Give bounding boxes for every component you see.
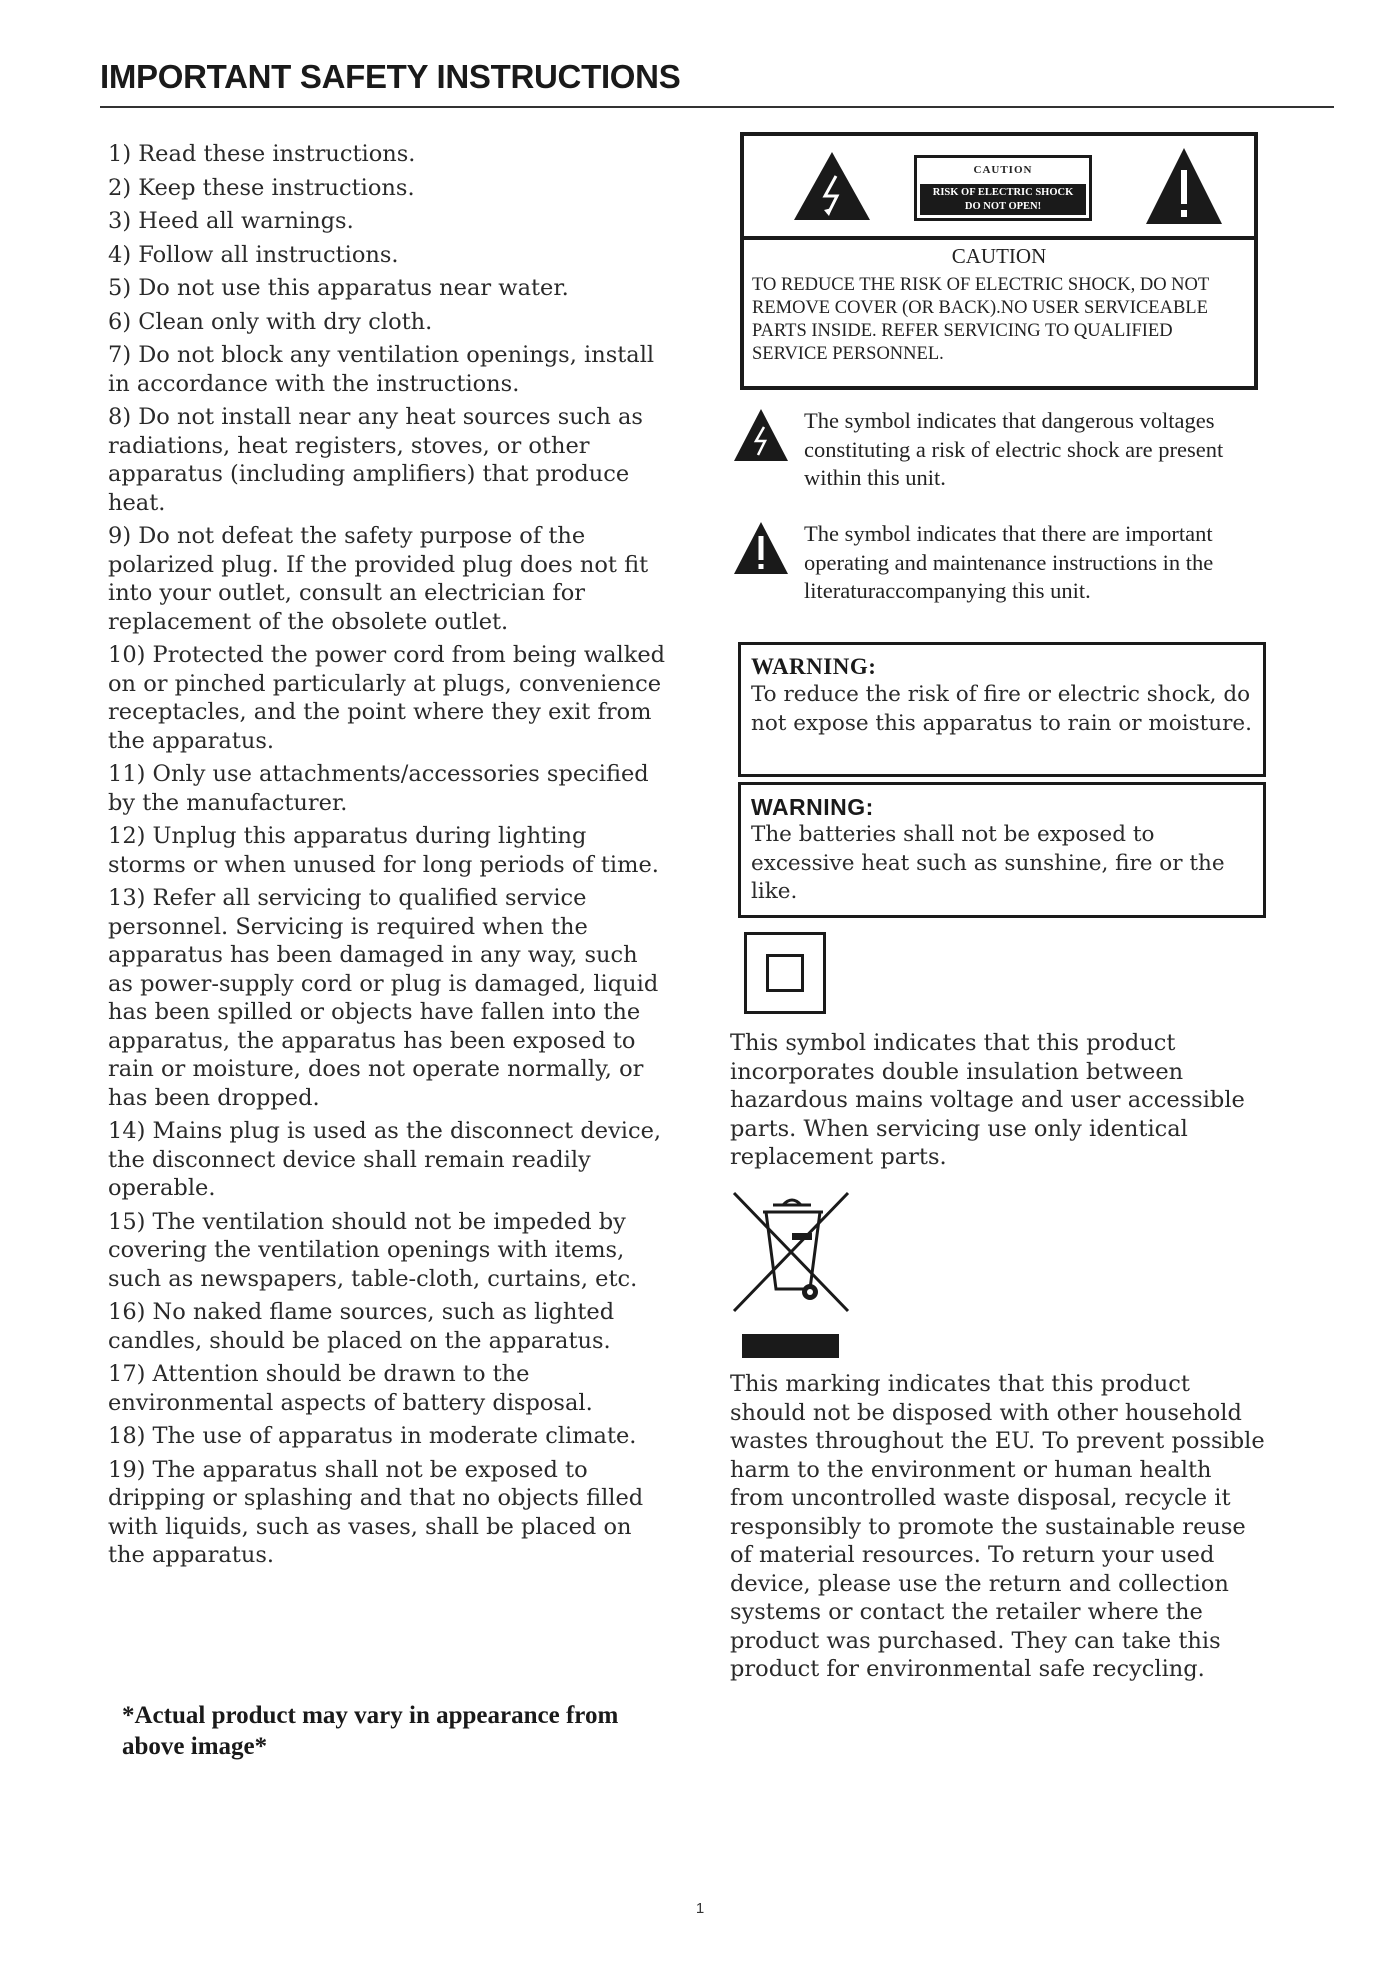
instruction-item: 1) Read these instructions. bbox=[108, 141, 416, 167]
instruction-item: 8) Do not install near any heat sources such as radiations, heat registers, stoves, or other apparatus (including amplifiers) that produce heat. bbox=[108, 404, 643, 516]
warning-body: To reduce the risk of fire or electric shock, do not expose this apparatus to rain or moisture. bbox=[751, 682, 1252, 736]
lightning-warning-icon bbox=[792, 150, 872, 222]
warning-body: The batteries shall not be exposed to excessive heat such as sunshine, fire or the like. bbox=[751, 822, 1225, 904]
shock-label-line1: RISK OF ELECTRIC SHOCK bbox=[932, 187, 1074, 198]
warning-title: WARNING: bbox=[751, 654, 877, 679]
exclamation-warning-icon bbox=[1144, 146, 1224, 226]
exclamation-symbol-text: The symbol indicates that there are important operating and maintenance instructions in the literaturaccompanying this unit. bbox=[804, 521, 1214, 603]
weee-bar-marking bbox=[742, 1334, 839, 1358]
instructions-list bbox=[108, 140, 668, 1575]
instruction-item: 6) Clean only with dry cloth. bbox=[108, 308, 433, 335]
instruction-item: 17) Attention should be drawn to the environmental aspects of battery disposal. bbox=[108, 1361, 593, 1416]
title-divider bbox=[100, 106, 1334, 108]
instruction-item: 14) Mains plug is used as the disconnect device, the disconnect device shall remain readily operable. bbox=[108, 1118, 662, 1201]
instruction-item: 18) The use of apparatus in moderate climate. bbox=[108, 1423, 637, 1449]
instruction-item: 12) Unplug this apparatus during lighting storms or when unused for long periods of time. bbox=[108, 823, 659, 878]
double-insulation-text: This symbol indicates that this product incorporates double insulation between hazardous mains voltage and user accessible parts. When servicing use only identical replacement parts. bbox=[730, 1030, 1245, 1170]
weee-text: This marking indicates that this product should not be disposed with other household wastes throughout the EU. To prevent possible harm to the environment or human health from uncontrolled waste disposal, recycle it responsibly to promote the sustainable reuse of material resources. To return your used device, please use the return and collection systems or contact the retailer where the product was purchased. They can take this product for environmental safe recycling. bbox=[730, 1371, 1265, 1682]
warning-box-moisture bbox=[738, 642, 1266, 777]
instruction-item: 19) The apparatus shall not be exposed to dripping or splashing and that no objects filled with liquids, such as vases, shall be placed on the apparatus. bbox=[108, 1456, 644, 1568]
instruction-item: 2) Keep these instructions. bbox=[108, 174, 415, 201]
shock-label-line2: DO NOT OPEN! bbox=[964, 201, 1042, 212]
shock-label-caution: CAUTION bbox=[973, 164, 1033, 176]
shock-label-warning bbox=[920, 184, 1086, 215]
shock-label bbox=[914, 155, 1092, 221]
lightning-symbol-icon bbox=[732, 407, 790, 463]
instruction-item: 3) Heed all warnings. bbox=[108, 208, 354, 234]
instruction-item: 7) Do not block any ventilation openings, install in accordance with the instructions. bbox=[108, 342, 655, 397]
caution-box bbox=[740, 132, 1258, 390]
caution-heading: CAUTION bbox=[951, 244, 1047, 268]
instruction-item: 13) Refer all servicing to qualified service personnel. Servicing is required when the apparatus has been damaged in any way, such as power-supply cord or plug is damaged, liquid has been spilled or objects have fallen into the apparatus, the apparatus has been exposed to rain or moisture, does not operate normally, or has been dropped. bbox=[108, 885, 659, 1111]
instruction-item: 16) No naked flame sources, such as lighted candles, should be placed on the apparatus. bbox=[108, 1299, 615, 1354]
appearance-disclaimer: *Actual product may vary in appearance from above image* bbox=[122, 1702, 619, 1760]
caution-body: TO REDUCE THE RISK OF ELECTRIC SHOCK, DO NOT REMOVE COVER (OR BACK).NO USER SERVICEABLE PARTS INSIDE. REFER SERVICING TO QUALIFIED SERVICE PERSONNEL. bbox=[752, 275, 1209, 364]
instruction-item: 11) Only use attachments/accessories specified by the manufacturer. bbox=[108, 761, 649, 816]
caution-label-panel bbox=[744, 136, 1254, 240]
warning-title: WARNING: bbox=[751, 794, 874, 820]
exclamation-symbol-icon bbox=[732, 520, 790, 576]
instruction-item: 4) Follow all instructions. bbox=[108, 241, 399, 268]
double-insulation-inner bbox=[766, 954, 804, 992]
crossed-bin-icon bbox=[728, 1185, 858, 1315]
page-title: IMPORTANT SAFETY INSTRUCTIONS bbox=[100, 58, 681, 95]
lightning-symbol-text: The symbol indicates that dangerous voltages constituting a risk of electric shock are present within this unit. bbox=[804, 408, 1224, 490]
instruction-item: 15) The ventilation should not be impeded by covering the ventilation openings with items, such as newspapers, table-cloth, curtains, etc. bbox=[108, 1208, 638, 1292]
instruction-item: 10) Protected the power cord from being walked on or pinched particularly at plugs, convenience receptacles, and the point where they exit from the apparatus. bbox=[108, 642, 666, 754]
double-insulation-icon bbox=[744, 932, 826, 1014]
instruction-item: 5) Do not use this apparatus near water. bbox=[108, 275, 569, 301]
instruction-item: 9) Do not defeat the safety purpose of the polarized plug. If the provided plug does not fit into your outlet, consult an electrician for replacement of the obsolete outlet. bbox=[108, 523, 649, 635]
warning-box-batteries bbox=[738, 782, 1266, 918]
page-number: 1 bbox=[695, 1900, 705, 1917]
